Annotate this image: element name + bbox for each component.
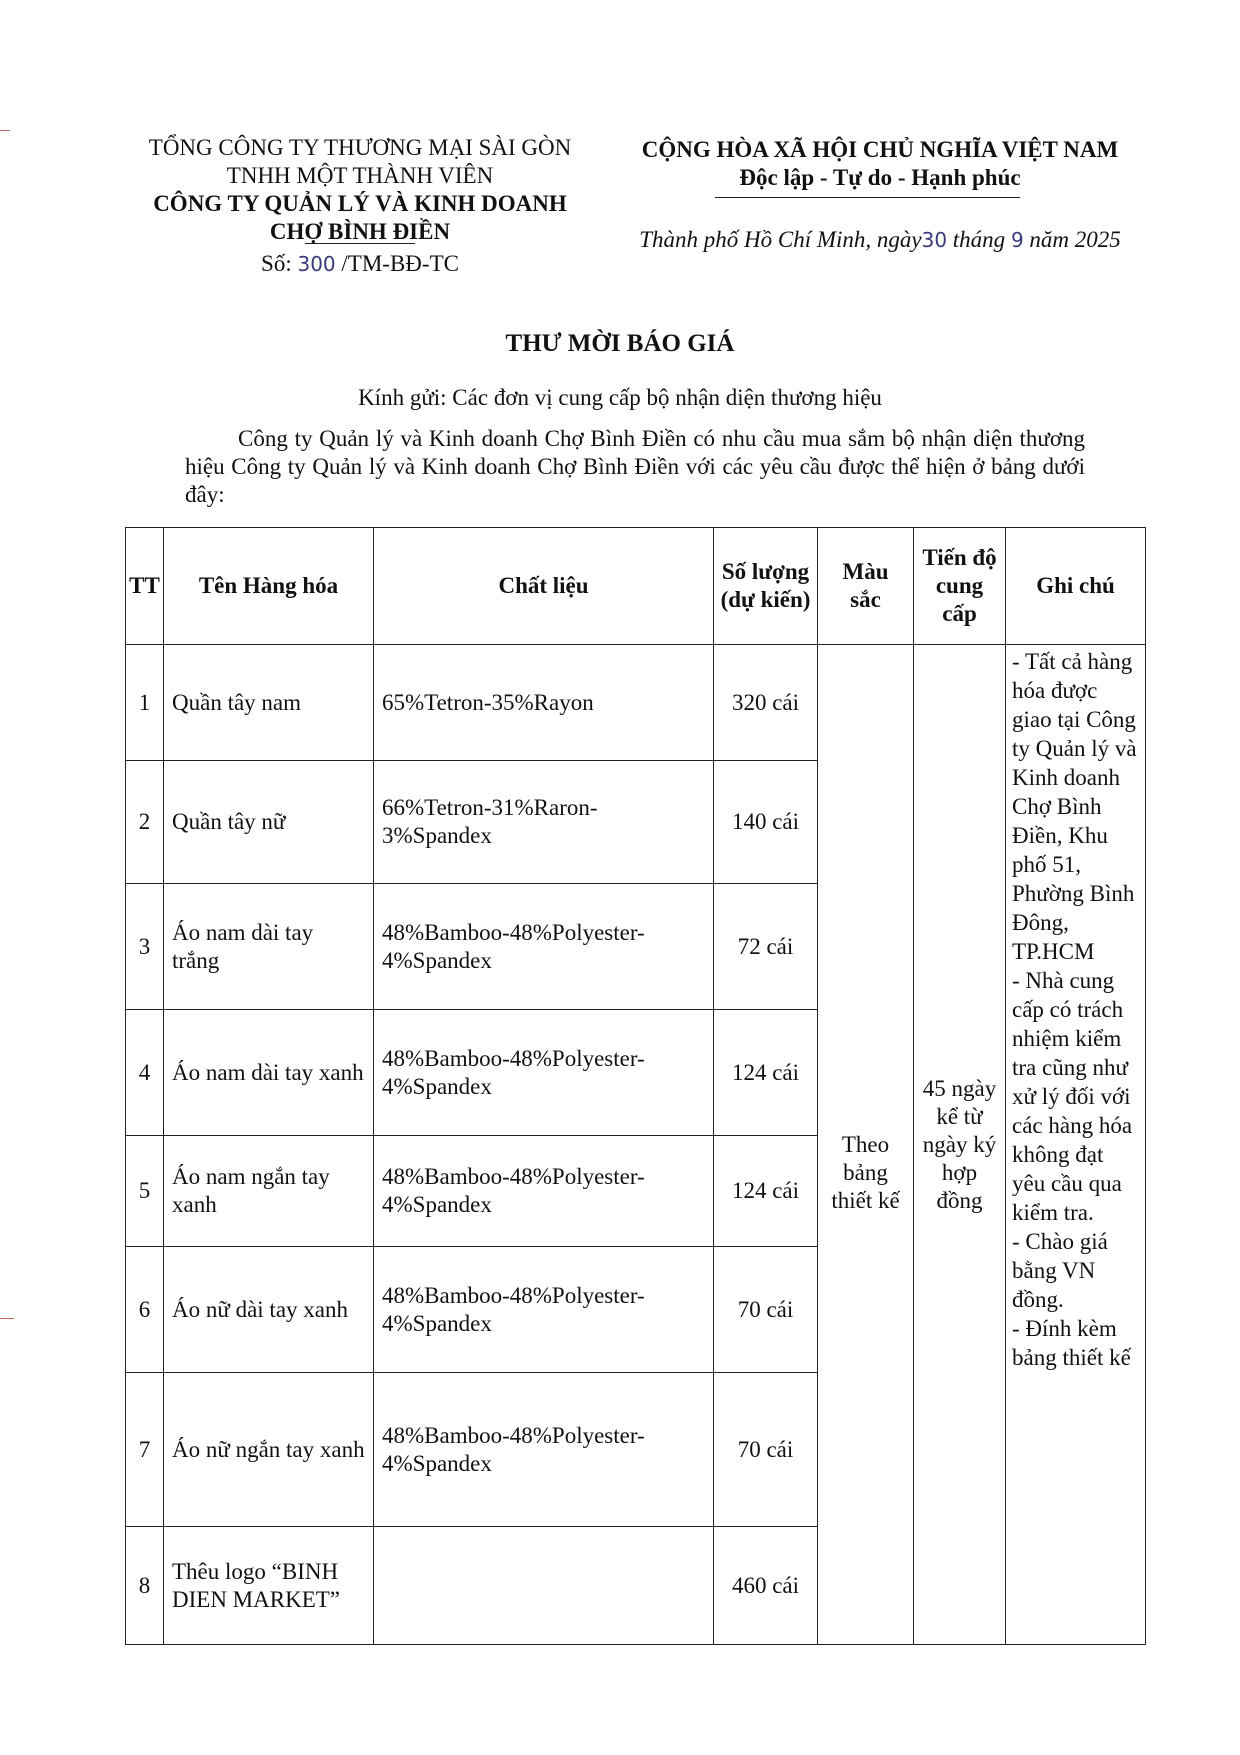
row-tt: 1 bbox=[126, 645, 164, 761]
row-material: 48%Bamboo-48%Polyester-4%Spandex bbox=[374, 884, 714, 1010]
header-schedule: Tiến độ cung cấp bbox=[914, 528, 1006, 645]
row-material: 66%Tetron-31%Raron-3%Spandex bbox=[374, 761, 714, 884]
items-table bbox=[125, 527, 1146, 1645]
row-quantity: 124 cái bbox=[714, 1010, 818, 1136]
row-quantity: 124 cái bbox=[714, 1136, 818, 1247]
color-merged-cell: Theo bảng thiết kế bbox=[818, 645, 914, 1645]
margin-mark-top bbox=[0, 130, 10, 131]
intro-paragraph: Công ty Quản lý và Kinh doanh Chợ Bình Điền có nhu cầu mua sắm bộ nhận diện thương hiệu Công ty Quản lý và Kinh doanh Chợ Bình Điền với các yêu cầu được thể hiện ở bảng dưới đây: bbox=[185, 426, 1085, 507]
recipient-line: Kính gửi: Các đơn vị cung cấp bộ nhận diện thương hiệu bbox=[358, 385, 882, 410]
issuer-parent-line2: TNHH MỘT THÀNH VIÊN bbox=[226, 163, 494, 188]
row-name: Áo nam dài tay xanh bbox=[164, 1010, 374, 1136]
row-name: Áo nữ dài tay xanh bbox=[164, 1247, 374, 1373]
row-material bbox=[374, 1527, 714, 1645]
row-name: Áo nữ ngắn tay xanh bbox=[164, 1373, 374, 1527]
note-line: - Chào giá bằng VN đồng. bbox=[1012, 1229, 1108, 1312]
row-tt: 4 bbox=[126, 1010, 164, 1136]
note-line: - Tất cả hàng hóa được giao tại Công ty Quản lý và Kinh doanh Chợ Bình Điền, Khu phố 51, Phường Bình Đông, TP.HCM bbox=[1012, 649, 1137, 964]
row-tt: 3 bbox=[126, 884, 164, 1010]
row-tt: 7 bbox=[126, 1373, 164, 1527]
header-name: Tên Hàng hóa bbox=[164, 528, 374, 645]
header-quantity: Số lượng (dự kiến) bbox=[714, 528, 818, 645]
row-tt: 6 bbox=[126, 1247, 164, 1373]
motto-underline bbox=[715, 197, 1020, 198]
nation-name: CỘNG HÒA XÃ HỘI CHỦ NGHĨA VIỆT NAM bbox=[641, 137, 1119, 162]
margin-mark-bottom bbox=[0, 1318, 14, 1319]
row-name: Thêu logo “BINH DIEN MARKET” bbox=[164, 1527, 374, 1645]
note-merged-cell bbox=[1006, 645, 1146, 1645]
row-name: Áo nam dài tay trắng bbox=[164, 884, 374, 1010]
row-quantity: 140 cái bbox=[714, 761, 818, 884]
row-quantity: 320 cái bbox=[714, 645, 818, 761]
issuer-company-line2: CHỢ BÌNH ĐIỀN bbox=[269, 219, 451, 244]
table-row bbox=[126, 645, 1146, 761]
row-name: Quần tây nam bbox=[164, 645, 374, 761]
document-date: Thành phố Hồ Chí Minh, ngày30 tháng 9 năm 2025 bbox=[639, 227, 1121, 252]
note-line: - Nhà cung cấp có trách nhiệm kiểm tra cũng như xử lý đối với các hàng hóa không đạt yêu cầu qua kiểm tra. bbox=[1012, 968, 1133, 1225]
row-material: 48%Bamboo-48%Polyester-4%Spandex bbox=[374, 1136, 714, 1247]
row-material: 48%Bamboo-48%Polyester-4%Spandex bbox=[374, 1247, 714, 1373]
national-header bbox=[620, 136, 1140, 254]
row-material: 65%Tetron-35%Rayon bbox=[374, 645, 714, 761]
row-quantity: 70 cái bbox=[714, 1247, 818, 1373]
row-quantity: 460 cái bbox=[714, 1527, 818, 1645]
date-month-handwritten: 9 bbox=[1010, 228, 1024, 252]
schedule-merged-cell: 45 ngày kể từ ngày ký hợp đồng bbox=[914, 645, 1006, 1645]
row-name: Áo nam ngắn tay xanh bbox=[164, 1136, 374, 1247]
issuer-underline bbox=[305, 243, 415, 244]
row-name: Quần tây nữ bbox=[164, 761, 374, 884]
row-tt: 5 bbox=[126, 1136, 164, 1247]
note-line: - Đính kèm bảng thiết kế bbox=[1012, 1316, 1131, 1370]
national-motto: Độc lập - Tự do - Hạnh phúc bbox=[739, 165, 1021, 190]
row-material: 48%Bamboo-48%Polyester-4%Spandex bbox=[374, 1010, 714, 1136]
issuer-company-line1: CÔNG TY QUẢN LÝ VÀ KINH DOANH bbox=[153, 191, 567, 216]
row-tt: 2 bbox=[126, 761, 164, 884]
table-header-row bbox=[126, 528, 1146, 645]
document-number-handwritten: 300 bbox=[297, 252, 336, 276]
row-tt: 8 bbox=[126, 1527, 164, 1645]
date-day-handwritten: 30 bbox=[921, 228, 948, 252]
row-material: 48%Bamboo-48%Polyester-4%Spandex bbox=[374, 1373, 714, 1527]
issuer-parent-line1: TỔNG CÔNG TY THƯƠNG MẠI SÀI GÒN bbox=[148, 135, 572, 160]
issuer-block bbox=[130, 134, 590, 278]
document-title: THƯ MỜI BÁO GIÁ bbox=[505, 330, 735, 357]
document-number: Số: 300 /TM-BĐ-TC bbox=[261, 251, 459, 276]
header-note: Ghi chú bbox=[1006, 528, 1146, 645]
header-tt: TT bbox=[126, 528, 164, 645]
header-color: Màu sắc bbox=[818, 528, 914, 645]
row-quantity: 70 cái bbox=[714, 1373, 818, 1527]
header-material: Chất liệu bbox=[374, 528, 714, 645]
row-quantity: 72 cái bbox=[714, 884, 818, 1010]
